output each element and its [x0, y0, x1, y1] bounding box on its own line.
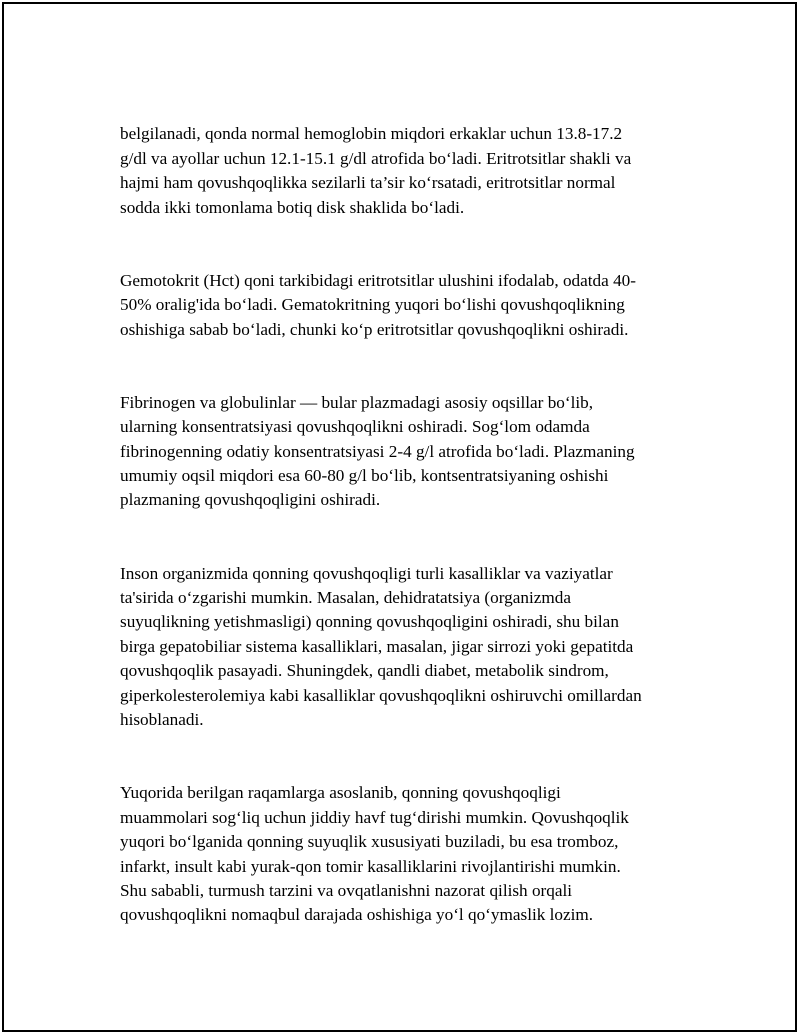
paragraph-3: Fibrinogen va globulinlar — bular plazmadagi asosiy oqsillar bo‘lib, ularning konsentratsiyasi qovushqoqlikni oshiradi. Sog‘lom odamda fibrinogenning odatiy konsentratsiyasi 2-4 g/l atrofida bo‘ladi. Plazmaning umumiy oqsil miqdori esa 60-80 g/l bo‘lib, kontsentratsiyaning oshishi plazmaning qovushqoqligini oshiradi.	[120, 392, 635, 510]
document-body	[120, 98, 700, 977]
paragraph-2: Gemotokrit (Hct) qoni tarkibidagi eritrotsitlar ulushini ifodalab, odatda 40- 50% oralig'ida bo‘ladi. Gematokritning yuqori bo‘lishi qovushqoqlikning oshishiga sabab bo‘ladi, chunki ko‘p eritrotsitlar qovushqoqlikni oshiradi.	[120, 270, 636, 339]
paragraph-1: belgilanadi, qonda normal hemoglobin miqdori erkaklar uchun 13.8-17.2 g/dl va ayollar uchun 12.1-15.1 g/dl atrofida bo‘ladi. Eritrotsitlar shakli va hajmi ham qovushqoqlikka sezilarli ta’sir ko‘rsatadi, eritrotsitlar normal sodda ikki tomonlama botiq disk shaklida bo‘ladi.	[120, 124, 632, 217]
paragraph-5: Yuqorida berilgan raqamlarga asoslanib, qonning qovushqoqligi muammolari sog‘liq uchun jiddiy havf tug‘dirishi mumkin. Qovushqoqlik yuqori bo‘lganida qonning suyuqlik xususiyati buziladi, bu esa tromboz, infarkt, insult kabi yurak-qon tomir kasalliklarini rivojlantirishi mumkin. Shu sababli, turmush tarzini va ovqatlanishni nazorat qilish orqali qovushqoqlikni nomaqbul darajada oshishiga yo‘l qo‘ymaslik lozim.	[120, 783, 629, 925]
paragraph-4: Inson organizmida qonning qovushqoqligi turli kasalliklar va vaziyatlar ta'sirida o‘zgarishi mumkin. Masalan, dehidratatsiya (organizmda suyuqlikning yetishmasligi) qonning qovushqoqligini oshiradi, shu bilan birga gepatobiliar sistema kasalliklari, masalan, jigar sirrozi yoki gepatitda qovushqoqlik pasayadi. Shuningdek, qandli diabet, metabolik sindrom, giperkolesterolemiya kabi kasalliklar qovushqoqlikni oshiruvchi omillardan hisoblanadi.	[120, 563, 642, 730]
page-frame	[2, 2, 797, 1032]
